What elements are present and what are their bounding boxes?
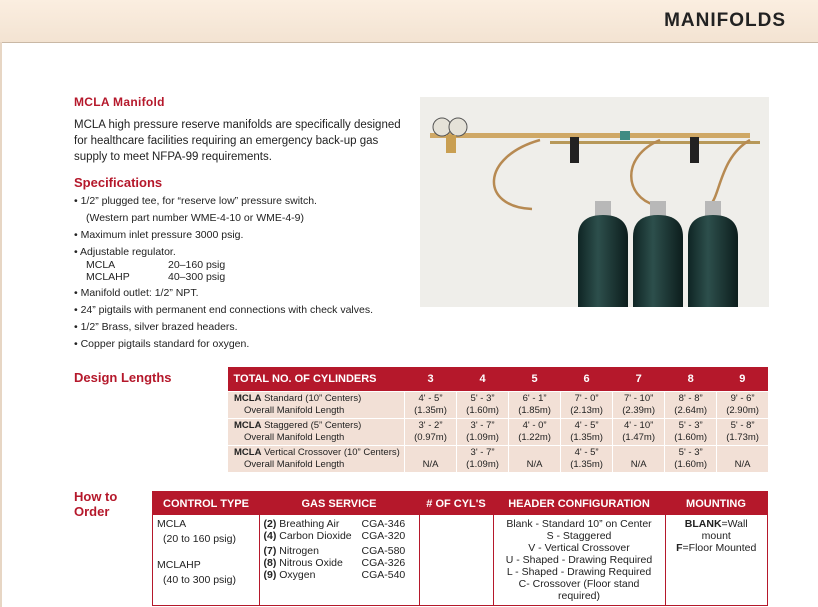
length-cell: 3' - 7” (1.09m): [457, 446, 509, 473]
product-heading: MCLA Manifold: [74, 95, 165, 109]
spec-item: • Maximum inlet pressure 3000 psig.: [74, 229, 244, 241]
regulator-range: 20–160 psig: [168, 259, 226, 271]
order-row: [153, 515, 768, 606]
spec-item: • 1/2” plugged tee, for “reserve low” pressure switch.: [74, 195, 317, 207]
row-description: MCLA Vertical Crossover (10” Centers) Overall Manifold Length: [228, 446, 405, 473]
cylinder-count-cell: [419, 515, 493, 606]
length-cell: N/A: [717, 446, 768, 473]
regulator-model: MCLAHP: [86, 271, 130, 283]
cylinder-count: 9: [717, 367, 768, 392]
length-cell: 4' - 10” (1.47m): [613, 419, 665, 446]
cylinder-count: 8: [665, 367, 717, 392]
control-type-cell: [153, 515, 260, 606]
length-cell: 5' - 3” (1.60m): [665, 446, 717, 473]
spec-item: • 1/2” Brass, silver brazed headers.: [74, 321, 238, 333]
length-cell: 8' - 8” (2.64m): [665, 392, 717, 419]
how-to-order-heading: How to Order: [74, 489, 118, 519]
column-header: GAS SERVICE: [259, 492, 419, 516]
left-divider: [0, 42, 2, 607]
product-intro: MCLA high pressure reserve manifolds are specifically designed for healthcare facilities requiring an emergency back-up gas supply to meet NFPA-99 requirements.: [74, 119, 401, 163]
row-description: MCLA Standard (10” Centers) Overall Manifold Length: [228, 392, 405, 419]
header-option: L - Shaped - Drawing Required: [506, 566, 652, 578]
header-configuration-cell: [493, 515, 665, 606]
specifications-heading: Specifications: [74, 175, 163, 190]
control-model: MCLAHP: [157, 559, 201, 571]
gas-option: (8) Nitrous Oxide CGA-326: [263, 557, 406, 569]
length-cell: 3' - 2” (0.97m): [405, 419, 457, 446]
length-cell: 6' - 1” (1.85m): [509, 392, 561, 419]
length-cell: 5' - 3” (1.60m): [665, 419, 717, 446]
specifications-list: [74, 193, 414, 353]
regulator-row: [74, 271, 414, 283]
length-cell: 7' - 10” (2.39m): [613, 392, 665, 419]
spec-item: • Adjustable regulator.: [74, 246, 176, 258]
control-model: MCLA: [157, 518, 187, 530]
column-header: MOUNTING: [665, 492, 768, 516]
design-lengths-table: [227, 367, 768, 472]
header-option: V - Vertical Crossover: [528, 542, 630, 554]
column-header: CONTROL TYPE: [153, 492, 260, 516]
gas-option: (2) Breathing Air CGA-346: [263, 518, 406, 530]
length-cell: N/A: [509, 446, 561, 473]
gas-option: (4) Carbon Dioxide CGA-320: [263, 530, 406, 542]
page-title: MANIFOLDS: [664, 10, 786, 31]
length-cell: 4' - 5” (1.35m): [561, 419, 613, 446]
spec-item-note: (Western part number WME-4-10 or WME-4-9): [86, 212, 305, 224]
table-row: [228, 419, 769, 446]
cylinder-count: 5: [509, 367, 561, 392]
spec-item: • Manifold outlet: 1/2” NPT.: [74, 287, 199, 299]
length-cell: N/A: [613, 446, 665, 473]
length-cell: 5' - 8” (1.73m): [717, 419, 768, 446]
gas-service-cell: [259, 515, 419, 606]
header-option: U - Shaped - Drawing Required: [505, 554, 653, 566]
cylinder-count: 6: [561, 367, 613, 392]
regulator-model: MCLA: [86, 259, 116, 271]
control-range: (20 to 160 psig): [163, 533, 236, 545]
mounting-cell: [665, 515, 768, 606]
length-cell: 5' - 3” (1.60m): [457, 392, 509, 419]
cylinder-count: 3: [405, 367, 457, 392]
column-header: HEADER CONFIGURATION: [493, 492, 665, 516]
regulator-range: 40–300 psig: [168, 271, 226, 283]
mounting-option: BLANK=Wall mount: [684, 518, 748, 542]
header-option: S - Staggered: [546, 530, 612, 542]
cylinders-header: TOTAL NO. OF CYLINDERS: [228, 367, 405, 392]
page-header: [0, 0, 818, 43]
row-description: MCLA Staggered (5” Centers) Overall Manifold Length: [228, 419, 405, 446]
table-row: [228, 392, 769, 419]
column-header: # OF CYL'S: [419, 492, 493, 516]
order-table: [152, 491, 768, 606]
length-cell: 9' - 6” (2.90m): [717, 392, 768, 419]
header-option: C- Crossover (Floor stand required): [518, 578, 640, 602]
header-option: Blank - Standard 10” on Center: [506, 518, 652, 530]
order-table-header: [153, 492, 768, 516]
gas-option: (7) Nitrogen CGA-580: [263, 545, 406, 557]
gas-option: (9) Oxygen CGA-540: [263, 569, 406, 581]
design-lengths-heading: Design Lengths: [74, 370, 172, 385]
spec-item: • 24” pigtails with permanent end connections with check valves.: [74, 304, 373, 316]
length-cell: 4' - 0” (1.22m): [509, 419, 561, 446]
length-cell: 4' - 5” (1.35m): [405, 392, 457, 419]
cylinder-count: 4: [457, 367, 509, 392]
regulator-row: [74, 259, 414, 271]
cylinder-count: 7: [613, 367, 665, 392]
length-cell: 3' - 7” (1.09m): [457, 419, 509, 446]
length-cell: N/A: [405, 446, 457, 473]
length-cell: 4' - 5” (1.35m): [561, 446, 613, 473]
spec-item: • Copper pigtails standard for oxygen.: [74, 338, 250, 350]
manifold-photo: [420, 97, 769, 307]
mounting-option: F=Floor Mounted: [676, 542, 757, 554]
length-cell: 7' - 0” (2.13m): [561, 392, 613, 419]
control-range: (40 to 300 psig): [163, 574, 236, 586]
design-table-header: [228, 367, 769, 392]
table-row: [228, 446, 769, 473]
